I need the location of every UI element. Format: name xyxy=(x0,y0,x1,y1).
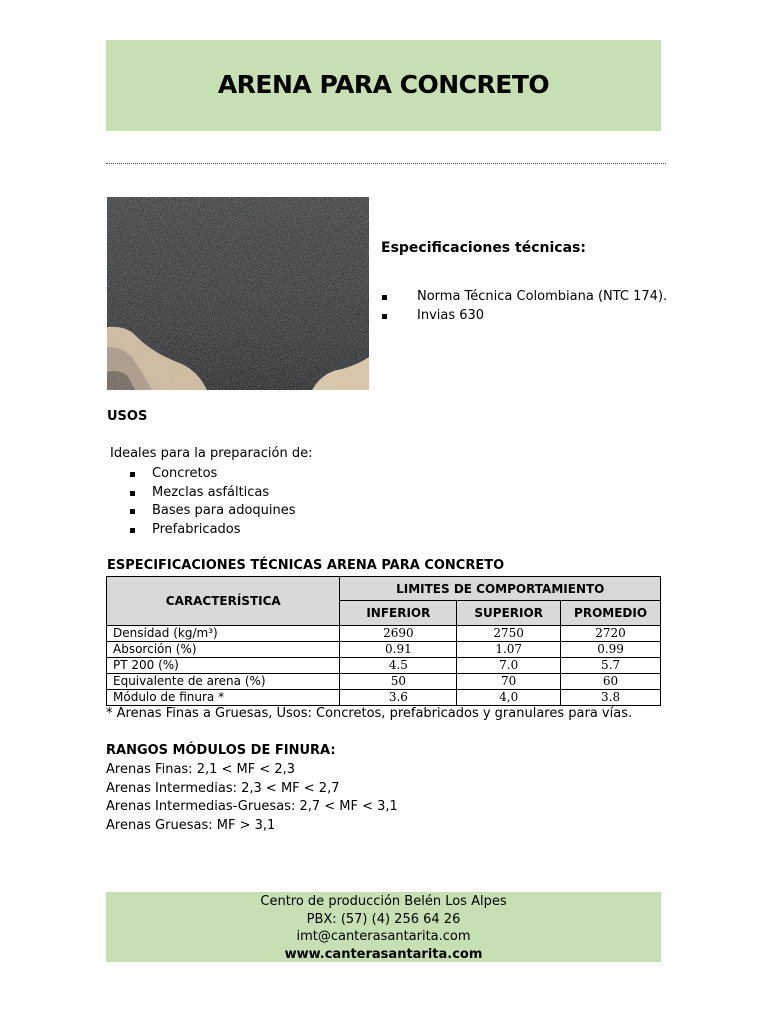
footer-phone: PBX: (57) (4) 256 64 26 xyxy=(306,911,461,927)
row-name: Módulo de finura * xyxy=(107,690,340,706)
usos-item: Concretos xyxy=(130,465,296,484)
usos-item: Mezclas asfálticas xyxy=(130,484,296,503)
header-superior: SUPERIOR xyxy=(457,601,561,626)
rangos-list xyxy=(106,761,398,836)
footer-website-link[interactable]: www.canterasantarita.com xyxy=(284,946,483,962)
row-superior: 7.0 xyxy=(457,658,561,674)
specs-table xyxy=(106,576,661,706)
row-promedio: 5.7 xyxy=(561,658,661,674)
specs-item: Norma Técnica Colombiana (NTC 174). xyxy=(382,288,667,307)
row-superior: 2750 xyxy=(457,626,561,642)
table-row xyxy=(107,626,661,642)
row-promedio: 60 xyxy=(561,674,661,690)
header-promedio: PROMEDIO xyxy=(561,601,661,626)
row-promedio: 0.99 xyxy=(561,642,661,658)
rangos-item: Arenas Intermedias: 2,3 < MF < 2,7 xyxy=(106,780,340,796)
row-superior: 4,0 xyxy=(457,690,561,706)
header-limites: LIMITES DE COMPORTAMIENTO xyxy=(340,577,661,601)
rangos-item: Arenas Gruesas: MF > 3,1 xyxy=(106,818,276,834)
row-inferior: 0.91 xyxy=(340,642,457,658)
dotted-separator xyxy=(106,163,666,164)
row-name: Equivalente de arena (%) xyxy=(107,674,340,690)
specs-item: Invias 630 xyxy=(382,307,667,326)
row-inferior: 3.6 xyxy=(340,690,457,706)
footer-location: Centro de producción Belén Los Alpes xyxy=(260,894,507,909)
row-superior: 70 xyxy=(457,674,561,690)
row-name: PT 200 (%) xyxy=(107,658,340,674)
row-name: Absorción (%) xyxy=(107,642,340,658)
table-row xyxy=(107,642,661,658)
table-footnote: * Arenas Finas a Gruesas, Usos: Concretos, prefabricados y granulares para vías. xyxy=(106,706,633,721)
row-promedio: 3.8 xyxy=(561,690,661,706)
specs-list xyxy=(382,288,667,325)
row-name: Densidad (kg/m³) xyxy=(107,626,340,642)
table-row xyxy=(107,690,661,706)
table-row xyxy=(107,658,661,674)
table-row xyxy=(107,674,661,690)
specs-heading: Especificaciones técnicas: xyxy=(381,240,586,256)
row-promedio: 2720 xyxy=(561,626,661,642)
rangos-item: Arenas Intermedias-Gruesas: 2,7 < MF < 3,1 xyxy=(106,799,398,815)
rangos-heading: RANGOS MÓDULOS DE FINURA: xyxy=(106,743,336,758)
usos-heading: USOS xyxy=(107,409,148,424)
title-banner xyxy=(106,40,661,131)
table-title: ESPECIFICACIONES TÉCNICAS ARENA PARA CONCRETO xyxy=(107,558,505,573)
rangos-item: Arenas Finas: 2,1 < MF < 2,3 xyxy=(106,762,296,777)
sand-pile-photo xyxy=(107,197,369,390)
usos-intro: Ideales para la preparación de: xyxy=(110,446,313,461)
row-inferior: 4.5 xyxy=(340,658,457,674)
footer-banner xyxy=(106,892,661,962)
row-superior: 1.07 xyxy=(457,642,561,658)
footer-email[interactable]: imt@canterasantarita.com xyxy=(296,929,471,944)
usos-item: Bases para adoquines xyxy=(130,502,296,521)
usos-item: Prefabricados xyxy=(130,521,296,540)
header-caracteristica: CARACTERÍSTICA xyxy=(107,577,340,626)
header-inferior: INFERIOR xyxy=(340,601,457,626)
usos-list xyxy=(130,465,296,540)
page-title: ARENA PARA CONCRETO xyxy=(217,70,550,99)
row-inferior: 50 xyxy=(340,674,457,690)
row-inferior: 2690 xyxy=(340,626,457,642)
